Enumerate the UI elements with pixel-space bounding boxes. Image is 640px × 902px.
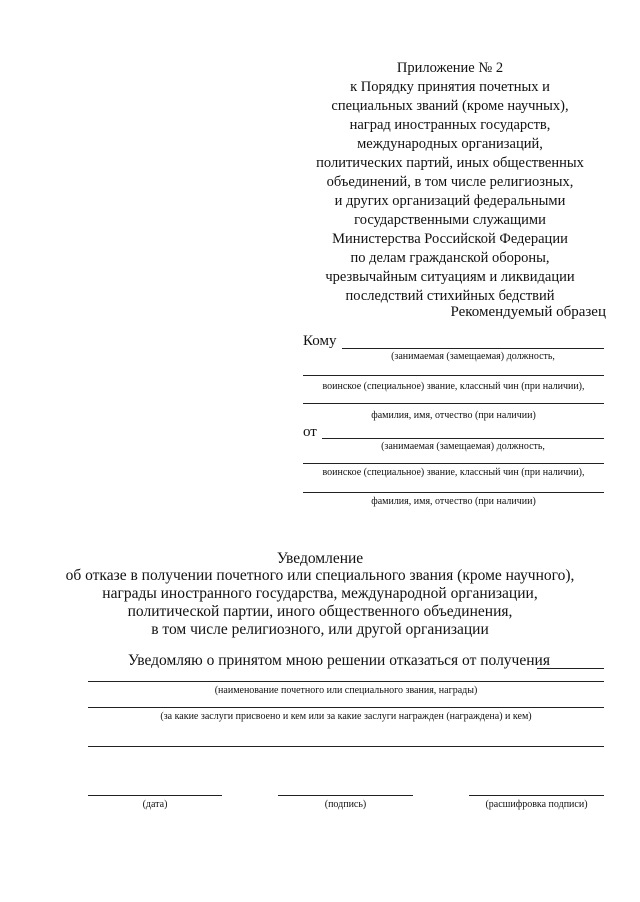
header-line: по делам гражданской обороны, <box>350 250 550 266</box>
award-line <box>88 681 604 682</box>
caption-decoding: (расшифровка подписи) <box>485 799 588 810</box>
header-line: и других организаций федеральными <box>334 193 566 209</box>
caption-award: (наименование почетного или специального звания, награды) <box>214 685 478 696</box>
date-line <box>88 795 222 796</box>
from-name-line <box>303 492 604 493</box>
header-line: Приложение № 2 <box>396 60 504 76</box>
to-label: Кому <box>303 333 337 349</box>
notice-body: Уведомляю о принятом мною решении отказаться от получения <box>128 652 550 669</box>
to-position-line <box>342 348 604 349</box>
header-line: политических партий, иных общественных <box>316 155 584 171</box>
to-rank-line <box>303 375 604 376</box>
to-name-line <box>303 403 604 404</box>
from-position-line <box>322 438 604 439</box>
decoding-line <box>469 795 604 796</box>
header-line: государственными служащими <box>354 212 546 228</box>
header-line: международных организаций, <box>357 136 543 152</box>
body-fill-line <box>537 668 604 669</box>
header-line: наград иностранных государств, <box>349 117 551 133</box>
caption-position: (занимаемая (замещаемая) должность, <box>391 351 555 362</box>
notice-subtitle-line: об отказе в получении почетного или специального звания (кроме научного), <box>65 567 575 584</box>
header-line: специальных званий (кроме научных), <box>331 98 569 114</box>
notice-subtitle-line: в том числе религиозного, или другой организации <box>151 621 489 638</box>
caption-date: (дата) <box>142 799 168 810</box>
extra-line <box>88 746 604 747</box>
signature-line <box>278 795 413 796</box>
from-rank-line <box>303 463 604 464</box>
header-line: последствий стихийных бедствий <box>345 288 555 304</box>
caption-merit: (за какие заслуги присвоено и кем или за какие заслуги награжден (награждена) и кем) <box>160 711 532 722</box>
caption-rank: воинское (специальное) звание, классный чин (при наличии), <box>322 467 585 478</box>
from-label: от <box>303 424 317 440</box>
caption-name-close: фамилия, имя, отчество (при наличии) <box>371 496 536 507</box>
merit-line <box>88 707 604 708</box>
header-line: Министерства Российской Федерации <box>332 231 568 247</box>
header-line: чрезвычайным ситуациям и ликвидации <box>325 269 575 285</box>
sample-label: Рекомендуемый образец <box>450 304 606 320</box>
notice-subtitle-line: политической партии, иного общественного объединения, <box>127 603 513 620</box>
header-line: объединений, в том числе религиозных, <box>326 174 574 190</box>
caption-position: (занимаемая (замещаемая) должность, <box>381 441 545 452</box>
caption-rank: воинское (специальное) звание, классный чин (при наличии), <box>322 381 585 392</box>
caption-signature: (подпись) <box>324 799 367 810</box>
notice-title: Уведомление <box>276 550 364 567</box>
notice-subtitle-line: награды иностранного государства, международной организации, <box>102 585 538 602</box>
caption-name: фамилия, имя, отчество (при наличии) <box>371 410 536 421</box>
header-line: к Порядку принятия почетных и <box>350 79 550 95</box>
